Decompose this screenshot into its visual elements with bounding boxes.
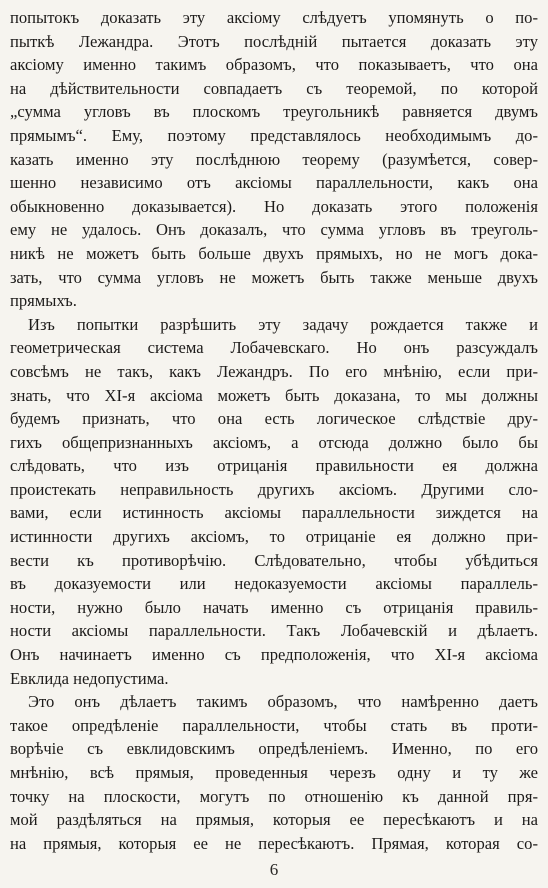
text-line: будемъ признать, что она есть логическое слѣдствіе дру- [10,409,538,429]
text-line: Изъ попытки разрѣшить эту задачу рождается также и [28,314,538,334]
page-body-text [10,6,538,855]
text-line: слѣдовать, что изъ отрицанія правильности ея должна [10,456,538,476]
text-line: такое опредѣленіе параллельности, чтобы стать въ проти- [10,715,538,735]
text-line: аксіому именно такимъ образомъ, что показываетъ, что она [10,55,538,75]
text-line: мнѣнію, всѣ прямыя, проведенныя черезъ одну и ту же [10,763,538,782]
text-line: геометрическая система Лобачевскаго. Но онъ разсуждалъ [10,338,538,358]
text-line: гихъ общепризнанныхъ аксіомъ, а отсюда должно было бы [10,432,538,452]
text-line: никѣ не можетъ быть больше двухъ прямыхъ, но не могъ дока- [10,243,538,263]
text-line: вами, если истинность аксіомы параллельности зиждется на [10,503,538,523]
text-line: истинности другихъ аксіомъ, то отрицаніе ея должно при- [10,527,538,547]
text-line: ности аксіомы параллельности. Такъ Лобачевскій и дѣлаетъ. [10,621,538,641]
text-line: ему не удалось. Онъ доказалъ, что сумма угловъ въ треуголь- [10,220,538,240]
text-line: на дѣйствительности совпадаетъ съ теоремой, по которой [10,78,538,98]
text-line: проистекать неправильность другихъ аксіомъ. Другими сло- [10,479,538,499]
text-line: попытокъ доказать эту аксіому слѣдуетъ упомянуть о по- [10,8,538,27]
text-line: ности, нужно было начать именно съ отрицанія правиль- [10,597,538,617]
text-line: обыкновенно доказывается). Но доказать этого положенія [10,196,538,216]
text-line: Это онъ дѣлаетъ такимъ образомъ, что намѣренно даетъ [28,692,538,712]
paragraph-1 [10,6,538,313]
text-line: прямымъ“. Ему, поэтому представлялось необходимымъ до- [10,125,538,145]
page-number: 6 [269,860,279,879]
text-line: въ доказуемости или недоказуемости аксіомы параллель- [10,574,538,594]
text-line: точку на плоскости, могутъ по отношенію къ данной пря- [10,786,538,806]
text-line: шенно независимо отъ аксіомы параллельности, какъ она [10,173,538,193]
text-line: Онъ начинаетъ именно съ предположенія, что XI-я аксіома [10,645,538,665]
text-line: Евклида недопустима. [10,668,169,688]
text-line: казать именно эту послѣднюю теорему (разумѣется, совер- [10,149,538,169]
text-line: мой раздѣляться на прямыя, которыя ее пересѣкаютъ и на [10,810,538,830]
text-line: ворѣчіе съ евклидовскимъ опредѣленіемъ. Именно, по его [10,739,538,759]
text-line: вести къ противорѣчію. Слѣдовательно, чтобы убѣдиться [10,550,538,570]
paragraph-3 [10,690,538,855]
paragraph-2 [10,313,538,691]
text-line: „сумма угловъ въ плоскомъ треугольникѣ равняется двумъ [10,102,538,122]
text-line: зать, что сумма угловъ не можетъ быть также меньше двухъ [10,267,538,287]
text-line: на прямыя, которыя ее не пересѣкаютъ. Прямая, которая со- [10,833,538,853]
text-line: пыткѣ Лежандра. Этотъ послѣдній пытается доказать эту [10,31,538,51]
text-line: совсѣмъ не такъ, какъ Лежандръ. По его мнѣнію, если при- [10,361,538,381]
text-line: знать, что XI-я аксіома можетъ быть доказана, то мы должны [10,385,538,405]
text-line: прямыхъ. [10,291,77,311]
